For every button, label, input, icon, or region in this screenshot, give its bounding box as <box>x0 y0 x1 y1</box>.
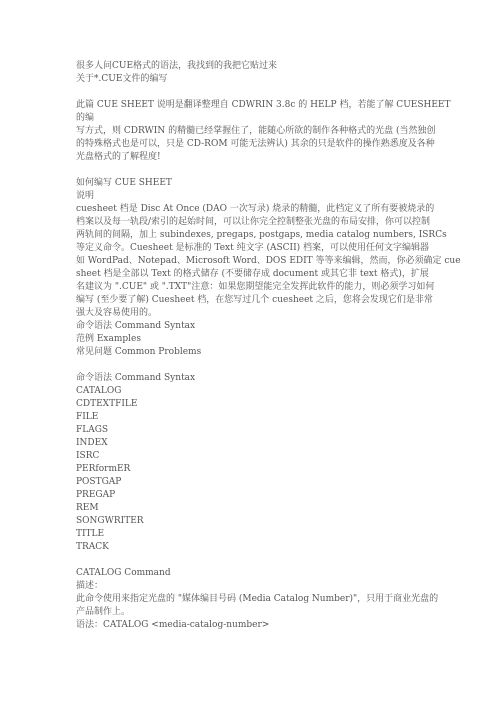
command-item: TITLE <box>76 529 105 539</box>
intro-line: 很多人问CUE格式的语法，我找到的我把它贴过来 <box>76 61 278 71</box>
paragraph-line: 此命令使用来指定光盘的 "媒体编目号码 (Media Catalog Number)"，只用于商业光盘的 <box>76 594 439 604</box>
catalog-heading: CATALOG Command <box>76 568 171 578</box>
command-list <box>76 372 476 554</box>
paragraph-line: 产品制作上。 <box>76 607 131 617</box>
toc-link-examples: 范例 Examples <box>76 334 141 344</box>
paragraph-line: 光盘格式的了解程度! <box>76 152 161 162</box>
how-to-section <box>76 177 476 359</box>
paragraph-line: 等定义命令。Cuesheet 是标准的 Text 纯文字 (ASCII) 档案，可以使用任何文字编辑器 <box>76 243 430 253</box>
section-subtitle: 说明 <box>76 191 95 201</box>
command-item: REM <box>76 503 99 513</box>
toc-link-command-syntax: 命令语法 Command Syntax <box>76 321 196 331</box>
paragraph-line: 写方式，则 CDRWIN 的精髓已经掌握住了，能随心所欲的制作各种格式的光盘 (当然独创 <box>76 126 436 136</box>
toc-link-common-problems: 常见问题 Common Problems <box>76 347 202 357</box>
command-item: CATALOG <box>76 386 122 396</box>
paragraph-line: 名建议为 ".CUE" 或 ".TXT"注意：如果您期望能完全发挥此软件的能力，则必须学习如何 <box>76 282 435 292</box>
section-title: 如何编写 CUE SHEET <box>76 178 172 188</box>
translation-note <box>76 99 476 164</box>
paragraph-line: sheet 档是全部以 Text 的格式储存 (不要储存成 document 或其它非 text 格式)，扩展 <box>76 269 429 279</box>
command-list-heading: 命令语法 Command Syntax <box>76 373 196 383</box>
command-item: ISRC <box>76 451 100 461</box>
command-item: PERformER <box>76 464 131 474</box>
paragraph-line: 强大及容易使用的。 <box>76 308 158 318</box>
paragraph-line: 此篇 CUE SHEET 说明是翻译整理自 CDWRIN 3.8c 的 HELP 档，若能了解 CUESHEET <box>76 100 451 110</box>
intro-block <box>76 60 476 86</box>
paragraph-line: 两轨间的间隔，加上 subindexes, pregaps, postgaps, media catalog numbers, ISRCs <box>76 230 447 240</box>
command-item: FILE <box>76 412 99 422</box>
command-item: CDTEXTFILE <box>76 399 138 409</box>
command-item: PREGAP <box>76 490 116 500</box>
paragraph-line: 的编 <box>76 113 95 123</box>
paragraph-line: 的特殊格式也是可以，只是 CD-ROM 可能无法辨认) 其余的只是软件的操作熟悉度及各种 <box>76 139 435 149</box>
paragraph-line: 档案以及每一轨段/索引的起始时间，可以让你完全控制整张光盘的布局安排，你可以控制 <box>76 217 431 227</box>
catalog-command-section <box>76 567 476 632</box>
command-item: FLAGS <box>76 425 109 435</box>
command-item: INDEX <box>76 438 108 448</box>
command-item: SONGWRITER <box>76 516 144 526</box>
intro-line: 关于*.CUE文件的编写 <box>76 74 168 84</box>
catalog-desc-label: 描述： <box>76 581 104 591</box>
command-item: POSTGAP <box>76 477 122 487</box>
paragraph-line: cuesheet 档是 Disc At Once (DAO 一次写录) 烧录的精髓，此档定义了所有要被烧录的 <box>76 204 435 214</box>
catalog-syntax: 语法：CATALOG <media-catalog-number> <box>76 620 270 630</box>
paragraph-line: 编写 (至少要了解) Cuesheet 档，在您写过几个 cuesheet 之后，您将会发现它们是非常 <box>76 295 433 305</box>
command-item: TRACK <box>76 542 109 552</box>
paragraph-line: 如 WordPad、Notepad、Microsoft Word、DOS EDIT 等等来编辑，然而，你必须确定 cue <box>76 256 461 266</box>
